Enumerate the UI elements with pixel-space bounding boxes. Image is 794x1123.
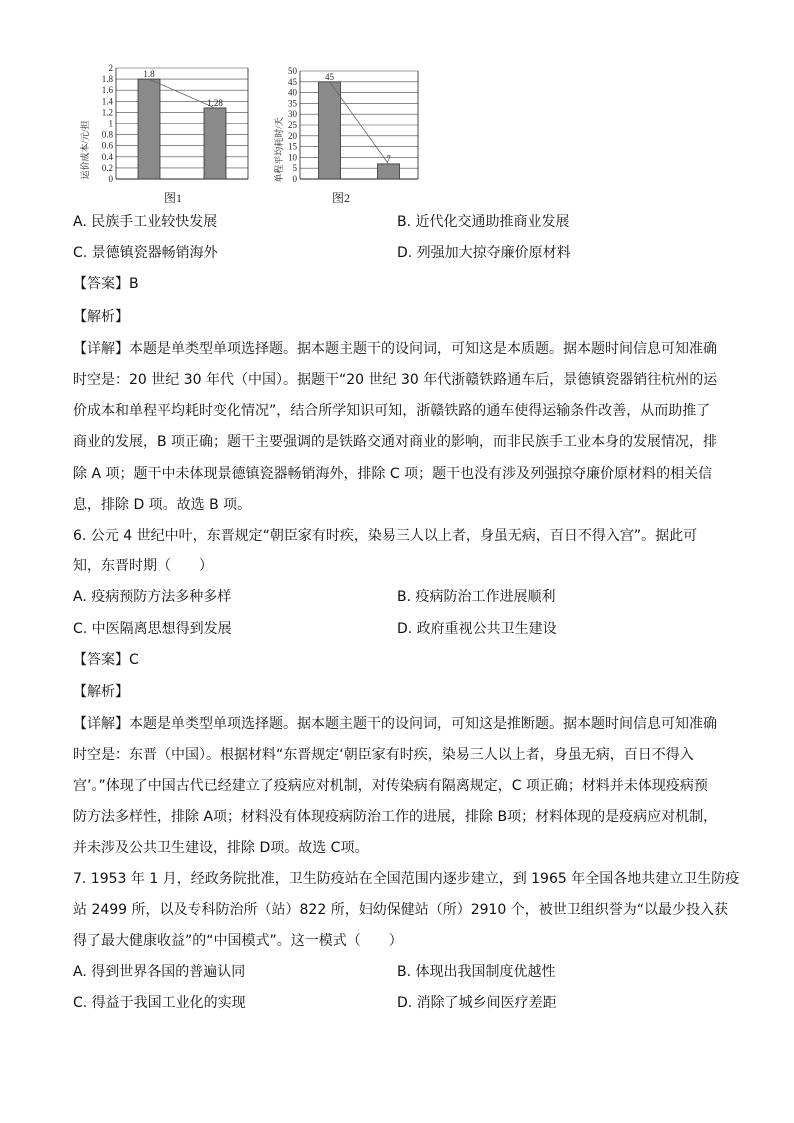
c2-ytick-label: 25 [288, 120, 297, 130]
q6-detail-line: 时空是：东晋（中国）。根据材料“东晋规定‘朝臣家有时疾，染易三人以上者，身虽无病，百日不得入 [73, 747, 694, 763]
c2-data-label: 45 [325, 71, 334, 82]
c1-data-label: 1.8 [143, 69, 155, 80]
c1-ytick-label: 1.2 [101, 107, 113, 118]
chart1-grid [116, 68, 248, 179]
q5-option-d: D. 列强加大掠夺廉价原材料 [397, 245, 571, 261]
c2-ytick-label: 45 [288, 76, 297, 87]
q6-option-d: D. 政府重视公共卫生建设 [397, 621, 557, 637]
c1-ytick-label: 2 [108, 63, 113, 73]
q7-option-a: A. 得到世界各国的普遍认同 [73, 964, 246, 980]
q7-stem-line: 7. 1953 年 1 月，经政务院批准，卫生防疫站在全国范围内逐步建立，到 1965 年全国各地共建立卫生防疫 [73, 871, 740, 887]
chart1-ylabel: 运价成本/元/担 [80, 120, 90, 180]
c1-ytick-label: 1 [108, 118, 113, 129]
chart1-bars [138, 69, 226, 179]
q6-detail-line: 宫’。”体现了中国古代已经建立了疫病应对机制，对传染病有隔离规定，C 项正确；材料并未体现疫病预 [73, 778, 708, 794]
q6-answer: 【答案】C [73, 652, 139, 668]
q6-stem-line: 6. 公元 4 世纪中叶，东晋规定“朝臣家有时疾，染易三人以上者，身虽无病，百日不得入宫”。据此可 [73, 528, 698, 544]
c2-bar [378, 164, 400, 179]
q5-detail-line: 商业的发展，B 项正确；题干主要强调的是铁路交通对商业的影响，而非民族手工业本身的发展情况，排 [73, 434, 718, 450]
c1-ytick-label: 1.4 [101, 96, 113, 107]
chart1-yticks [102, 63, 114, 184]
c2-ytick-label: 30 [288, 109, 297, 120]
chart-figure-1 [70, 62, 270, 208]
c1-ytick-label: 0.4 [101, 151, 113, 162]
c1-data-label: 1.28 [207, 97, 223, 108]
q6-option-c: C. 中医隔离思想得到发展 [73, 621, 232, 637]
c1-ytick-label: 0.8 [101, 129, 113, 140]
q5-option-b: B. 近代化交通助推商业发展 [397, 214, 570, 230]
chart-figure-2 [270, 62, 440, 208]
chart2-bars [319, 72, 400, 179]
q7-stem-line: 得了最大健康收益”的“中国模式”。这一模式（ ） [73, 933, 403, 949]
q5-analysis-label: 【解析】 [73, 309, 129, 325]
c2-ytick-label: 10 [288, 152, 297, 163]
q5-detail-line: 价成本和单程平均耗时变化情况”，结合所学知识可知，浙赣铁路的通车使得运输条件改善，从而助推了 [73, 403, 711, 419]
c1-ytick-label: 0.2 [101, 162, 113, 173]
q7-stem-line: 站 2499 所，以及专科防治所（站）822 所，妇幼保健站（所）2910 个，被世卫组织誉为“以最少投入获 [73, 902, 729, 918]
q5-answer: 【答案】B [73, 276, 139, 292]
chart1-title: 图1 [163, 191, 183, 205]
chart2-title: 图2 [331, 191, 351, 205]
chart2-yticks [288, 66, 298, 184]
q5-option-c: C. 景德镇瓷器畅销海外 [73, 245, 218, 261]
c2-ytick-label: 15 [288, 141, 297, 152]
q6-detail-line: 并未涉及公共卫生建设，排除 D项。故选 C项。 [73, 840, 369, 856]
chart2-ylabel: 单程平均耗时/天 [274, 117, 284, 183]
q5-detail-line: 除 A 项；题干中未体现景德镇瓷器畅销海外，排除 C 项；题干也没有涉及列强掠夺廉价原材料的相关信 [73, 466, 713, 482]
q6-option-a: A. 疫病预防方法多种多样 [73, 589, 232, 605]
c2-data-label: 7 [386, 153, 391, 164]
q5-detail-line: 【详解】本题是单类型单项选择题。据本题主题干的设问词，可知这是本质题。据本题时间信息可知准确 [73, 341, 717, 357]
c2-ytick-label: 5 [292, 163, 297, 174]
c1-ytick-label: 0.6 [101, 140, 113, 151]
q7-option-c: C. 得益于我国工业化的实现 [73, 995, 246, 1011]
q5-detail-line: 时空是：20 世纪 30 年代（中国）。据题干“20 世纪 30 年代浙赣铁路通车后，景德镇瓷器销往杭州的运 [73, 372, 718, 388]
c1-ytick-label: 1.6 [101, 85, 113, 96]
chart2-grid [300, 71, 418, 179]
c1-bar [138, 79, 160, 179]
q6-analysis-label: 【解析】 [73, 684, 129, 700]
c2-ytick-label: 20 [288, 130, 297, 141]
q7-option-b: B. 体现出我国制度优越性 [397, 964, 556, 980]
q7-option-d: D. 消除了城乡间医疗差距 [397, 995, 557, 1011]
q6-stem-line: 知，东晋时期（ ） [73, 558, 213, 574]
c2-ytick-label: 0 [292, 174, 297, 184]
c1-bar [204, 108, 226, 179]
c1-ytick-label: 0 [108, 174, 113, 184]
q6-option-b: B. 疫病防治工作进展顺利 [397, 589, 556, 605]
c2-ytick-label: 35 [288, 98, 297, 109]
c2-ytick-label: 40 [288, 87, 297, 98]
q5-detail-line: 息，排除 D 项。故选 B 项。 [73, 497, 252, 513]
c1-ytick-label: 1.8 [101, 74, 113, 85]
q6-detail-line: 防方法多样性，排除 A项；材料没有体现疫病防治工作的进展，排除 B项；材料体现的是疫病应对机制， [73, 809, 718, 825]
c2-ytick-label: 50 [288, 66, 297, 76]
q5-option-a: A. 民族手工业较快发展 [73, 214, 218, 230]
q6-detail-line: 【详解】本题是单类型单项选择题。据本题主题干的设问词，可知这是推断题。据本题时间信息可知准确 [73, 716, 717, 732]
c2-bar [319, 82, 341, 179]
